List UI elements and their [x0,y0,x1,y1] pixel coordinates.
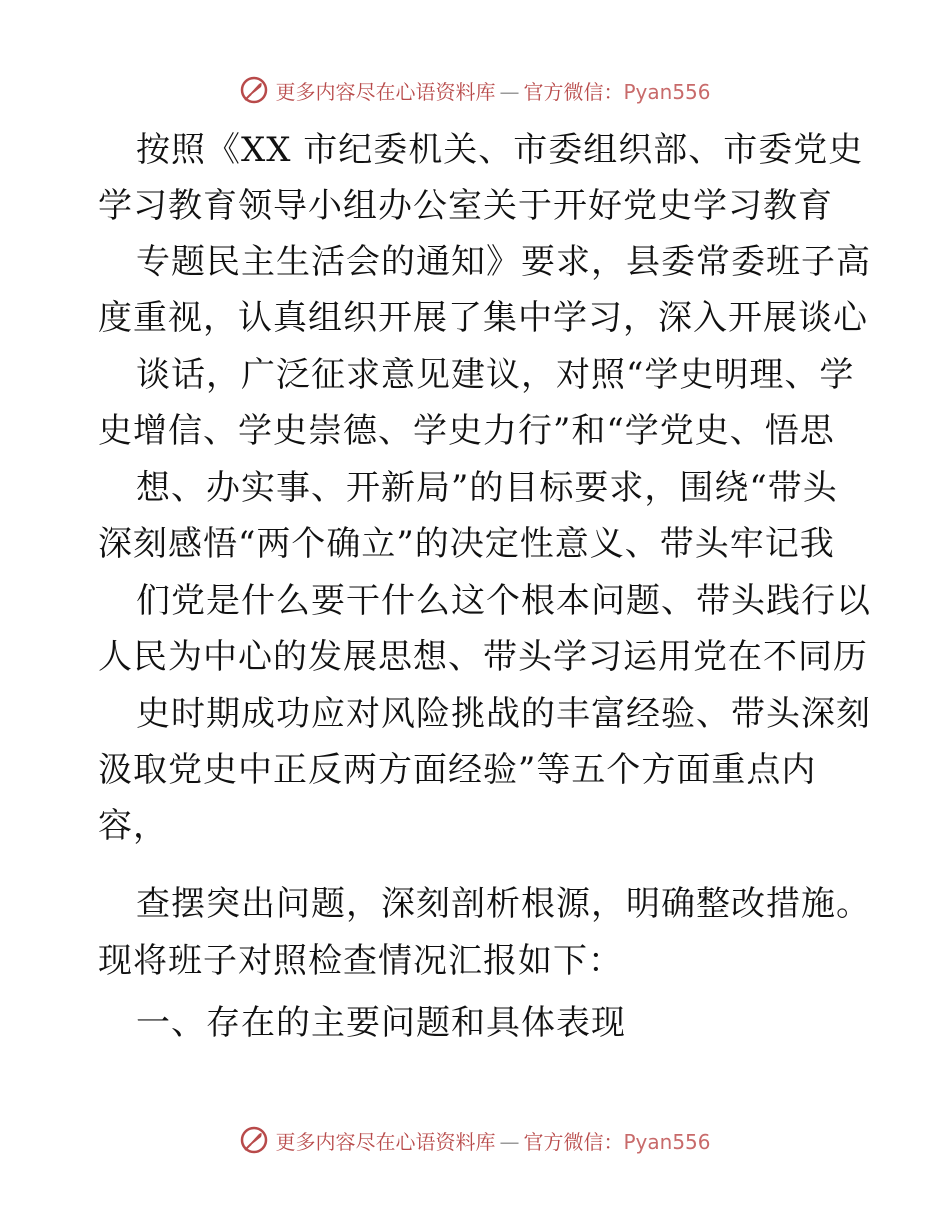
paragraph-line: 现将班子对照检查情况汇报如下： [98,941,623,981]
watermark-label: 官方微信： [523,1129,624,1154]
watermark-main-text: 更多内容尽在心语资料库 [275,79,496,104]
paragraph-line: 汲取党史中正反两方面经验”等五个方面重点内 [98,750,817,790]
watermark-label: 官方微信： [523,79,624,104]
watermark-text [275,1126,710,1155]
paragraph-line: 谈话，广泛征求意见建议，对照“学史明理、学 [136,355,855,395]
paragraph-line: 按照《XX 市纪委机关、市委组织部、市委党史 [136,130,864,170]
footer-watermark [0,1120,950,1160]
watermark-separator: — [499,79,520,104]
watermark-separator: — [499,1129,520,1154]
paragraph-line: 专题民主生活会的通知》要求，县委常委班子高 [136,242,871,282]
paragraph-line: 学习教育领导小组办公室关于开好党史学习教育 [98,186,833,226]
section-heading: 一、存在的主要问题和具体表现 [136,1003,626,1043]
header-watermark [0,70,950,110]
feather-pen-circle-icon [239,75,269,105]
paragraph-line: 想、办实事、开新局”的目标要求，围绕“带头 [136,468,838,508]
paragraph-line: 深刻感悟“两个确立”的决定性意义、带头牢记我 [98,524,835,564]
watermark-account: Pyan556 [623,79,711,104]
paragraph-line: 人民为中心的发展思想、带头学习运用党在不同历 [98,637,868,677]
paragraph-line: 史增信、学史崇德、学史力行”和“学党史、悟思 [98,411,835,451]
watermark-main-text: 更多内容尽在心语资料库 [275,1129,496,1154]
paragraph-line: 史时期成功应对风险挑战的丰富经验、带头深刻 [136,694,871,734]
paragraph-line: 查摆突出问题，深刻剖析根源，明确整改措施。 [136,884,871,924]
watermark-account: Pyan556 [623,1129,711,1154]
paragraph-line: 度重视，认真组织开展了集中学习，深入开展谈心 [98,298,868,338]
paragraph-line: 容， [98,806,168,846]
watermark-text [275,76,710,105]
feather-pen-circle-icon [239,1125,269,1155]
paragraph-line: 们党是什么要干什么这个根本问题、带头践行以 [136,581,871,621]
